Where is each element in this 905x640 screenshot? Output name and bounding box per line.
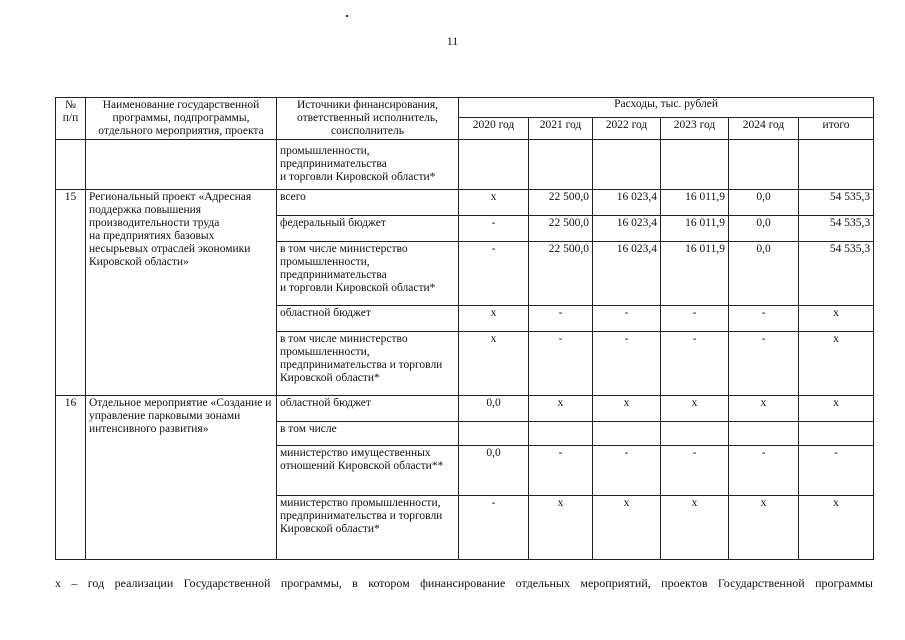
value-cell xyxy=(593,422,661,446)
value-cell: - xyxy=(529,306,593,332)
value-cell: 0,0 xyxy=(729,242,799,306)
header-total: итого xyxy=(799,117,874,139)
header-year-2021: 2021 год xyxy=(529,117,593,139)
value-cell xyxy=(729,140,799,190)
row-source: федеральный бюджет xyxy=(277,216,459,242)
row-source: в том числе министерство промышленности, предпринимательства и торговли Кировской области* xyxy=(277,242,459,306)
value-cell: х xyxy=(799,306,874,332)
value-cell: - xyxy=(529,446,593,496)
header-year-2022: 2022 год xyxy=(593,117,661,139)
header-row-1 xyxy=(56,98,874,118)
value-cell: 16 023,4 xyxy=(593,216,661,242)
value-cell: 0,0 xyxy=(729,216,799,242)
value-cell: х xyxy=(799,396,874,422)
value-cell: - xyxy=(593,306,661,332)
value-cell: 0,0 xyxy=(729,190,799,216)
value-cell: х xyxy=(661,396,729,422)
table-row xyxy=(56,140,874,190)
header-num: № п/п xyxy=(56,98,86,140)
value-cell: 16 023,4 xyxy=(593,242,661,306)
value-cell xyxy=(799,140,874,190)
value-cell: 54 535,3 xyxy=(799,242,874,306)
value-cell: х xyxy=(593,496,661,560)
value-cell: 16 023,4 xyxy=(593,190,661,216)
value-cell: 0,0 xyxy=(459,396,529,422)
value-cell: х xyxy=(459,190,529,216)
value-cell: - xyxy=(529,332,593,396)
header-expenses: Расходы, тыс. рублей xyxy=(459,98,874,118)
value-cell: - xyxy=(729,306,799,332)
row-source: в том числе xyxy=(277,422,459,446)
value-cell: х xyxy=(529,496,593,560)
value-cell xyxy=(459,140,529,190)
value-cell: - xyxy=(459,242,529,306)
value-cell: х xyxy=(459,306,529,332)
value-cell: - xyxy=(729,332,799,396)
table-row xyxy=(56,190,874,216)
value-cell: - xyxy=(459,216,529,242)
value-cell: 22 500,0 xyxy=(529,242,593,306)
value-cell: х xyxy=(459,332,529,396)
table-row xyxy=(56,396,874,422)
row-source: министерство промышленности, предпринимательства и торговли Кировской области* xyxy=(277,496,459,560)
value-cell xyxy=(661,140,729,190)
page-number: 11 xyxy=(446,34,459,48)
row-source: всего xyxy=(277,190,459,216)
value-cell: 16 011,9 xyxy=(661,190,729,216)
row-num: 16 xyxy=(56,396,86,560)
value-cell: 16 011,9 xyxy=(661,242,729,306)
value-cell xyxy=(459,422,529,446)
value-cell: х xyxy=(529,396,593,422)
value-cell xyxy=(729,422,799,446)
value-cell: - xyxy=(661,332,729,396)
row-source: областной бюджет xyxy=(277,306,459,332)
row-source: областной бюджет xyxy=(277,396,459,422)
value-cell: - xyxy=(799,446,874,496)
row-source: министерство имущественных отношений Кировской области** xyxy=(277,446,459,496)
value-cell: - xyxy=(593,446,661,496)
header-year-2020: 2020 год xyxy=(459,117,529,139)
footnote: х – год реализации Государственной программы, в котором финансирование отдельных мероприятий, проектов Государственной программы xyxy=(55,576,873,590)
value-cell: - xyxy=(661,446,729,496)
row-name: Региональный проект «Адресная поддержка повышения производительности труда на предприятиях базовых несырьевых отраслей экономики Кировской области» xyxy=(86,190,277,396)
row-name xyxy=(86,140,277,190)
budget-table xyxy=(55,97,874,560)
header-year-2024: 2024 год xyxy=(729,117,799,139)
value-cell xyxy=(661,422,729,446)
scan-speck xyxy=(346,15,348,17)
value-cell: х xyxy=(799,332,874,396)
value-cell: х xyxy=(661,496,729,560)
value-cell: - xyxy=(459,496,529,560)
value-cell xyxy=(799,422,874,446)
value-cell: 0,0 xyxy=(459,446,529,496)
value-cell: 22 500,0 xyxy=(529,190,593,216)
row-name: Отдельное мероприятие «Создание и управление парковыми зонами интенсивного развития» xyxy=(86,396,277,560)
header-year-2023: 2023 год xyxy=(661,117,729,139)
row-source: промышленности, предпринимательства и торговли Кировской области* xyxy=(277,140,459,190)
value-cell: х xyxy=(729,396,799,422)
row-num: 15 xyxy=(56,190,86,396)
value-cell: - xyxy=(593,332,661,396)
value-cell: х xyxy=(799,496,874,560)
row-source: в том числе министерство промышленности, предпринимательства и торговли Кировской области* xyxy=(277,332,459,396)
header-source: Источники финансирования, ответственный исполнитель, соисполнитель xyxy=(277,98,459,140)
value-cell xyxy=(529,422,593,446)
value-cell: 54 535,3 xyxy=(799,190,874,216)
value-cell: 16 011,9 xyxy=(661,216,729,242)
header-name: Наименование государственной программы, подпрограммы, отдельного мероприятия, проекта xyxy=(86,98,277,140)
value-cell: 54 535,3 xyxy=(799,216,874,242)
value-cell: х xyxy=(593,396,661,422)
value-cell: 22 500,0 xyxy=(529,216,593,242)
value-cell xyxy=(593,140,661,190)
row-num xyxy=(56,140,86,190)
value-cell: - xyxy=(661,306,729,332)
value-cell: - xyxy=(729,446,799,496)
value-cell: х xyxy=(729,496,799,560)
value-cell xyxy=(529,140,593,190)
